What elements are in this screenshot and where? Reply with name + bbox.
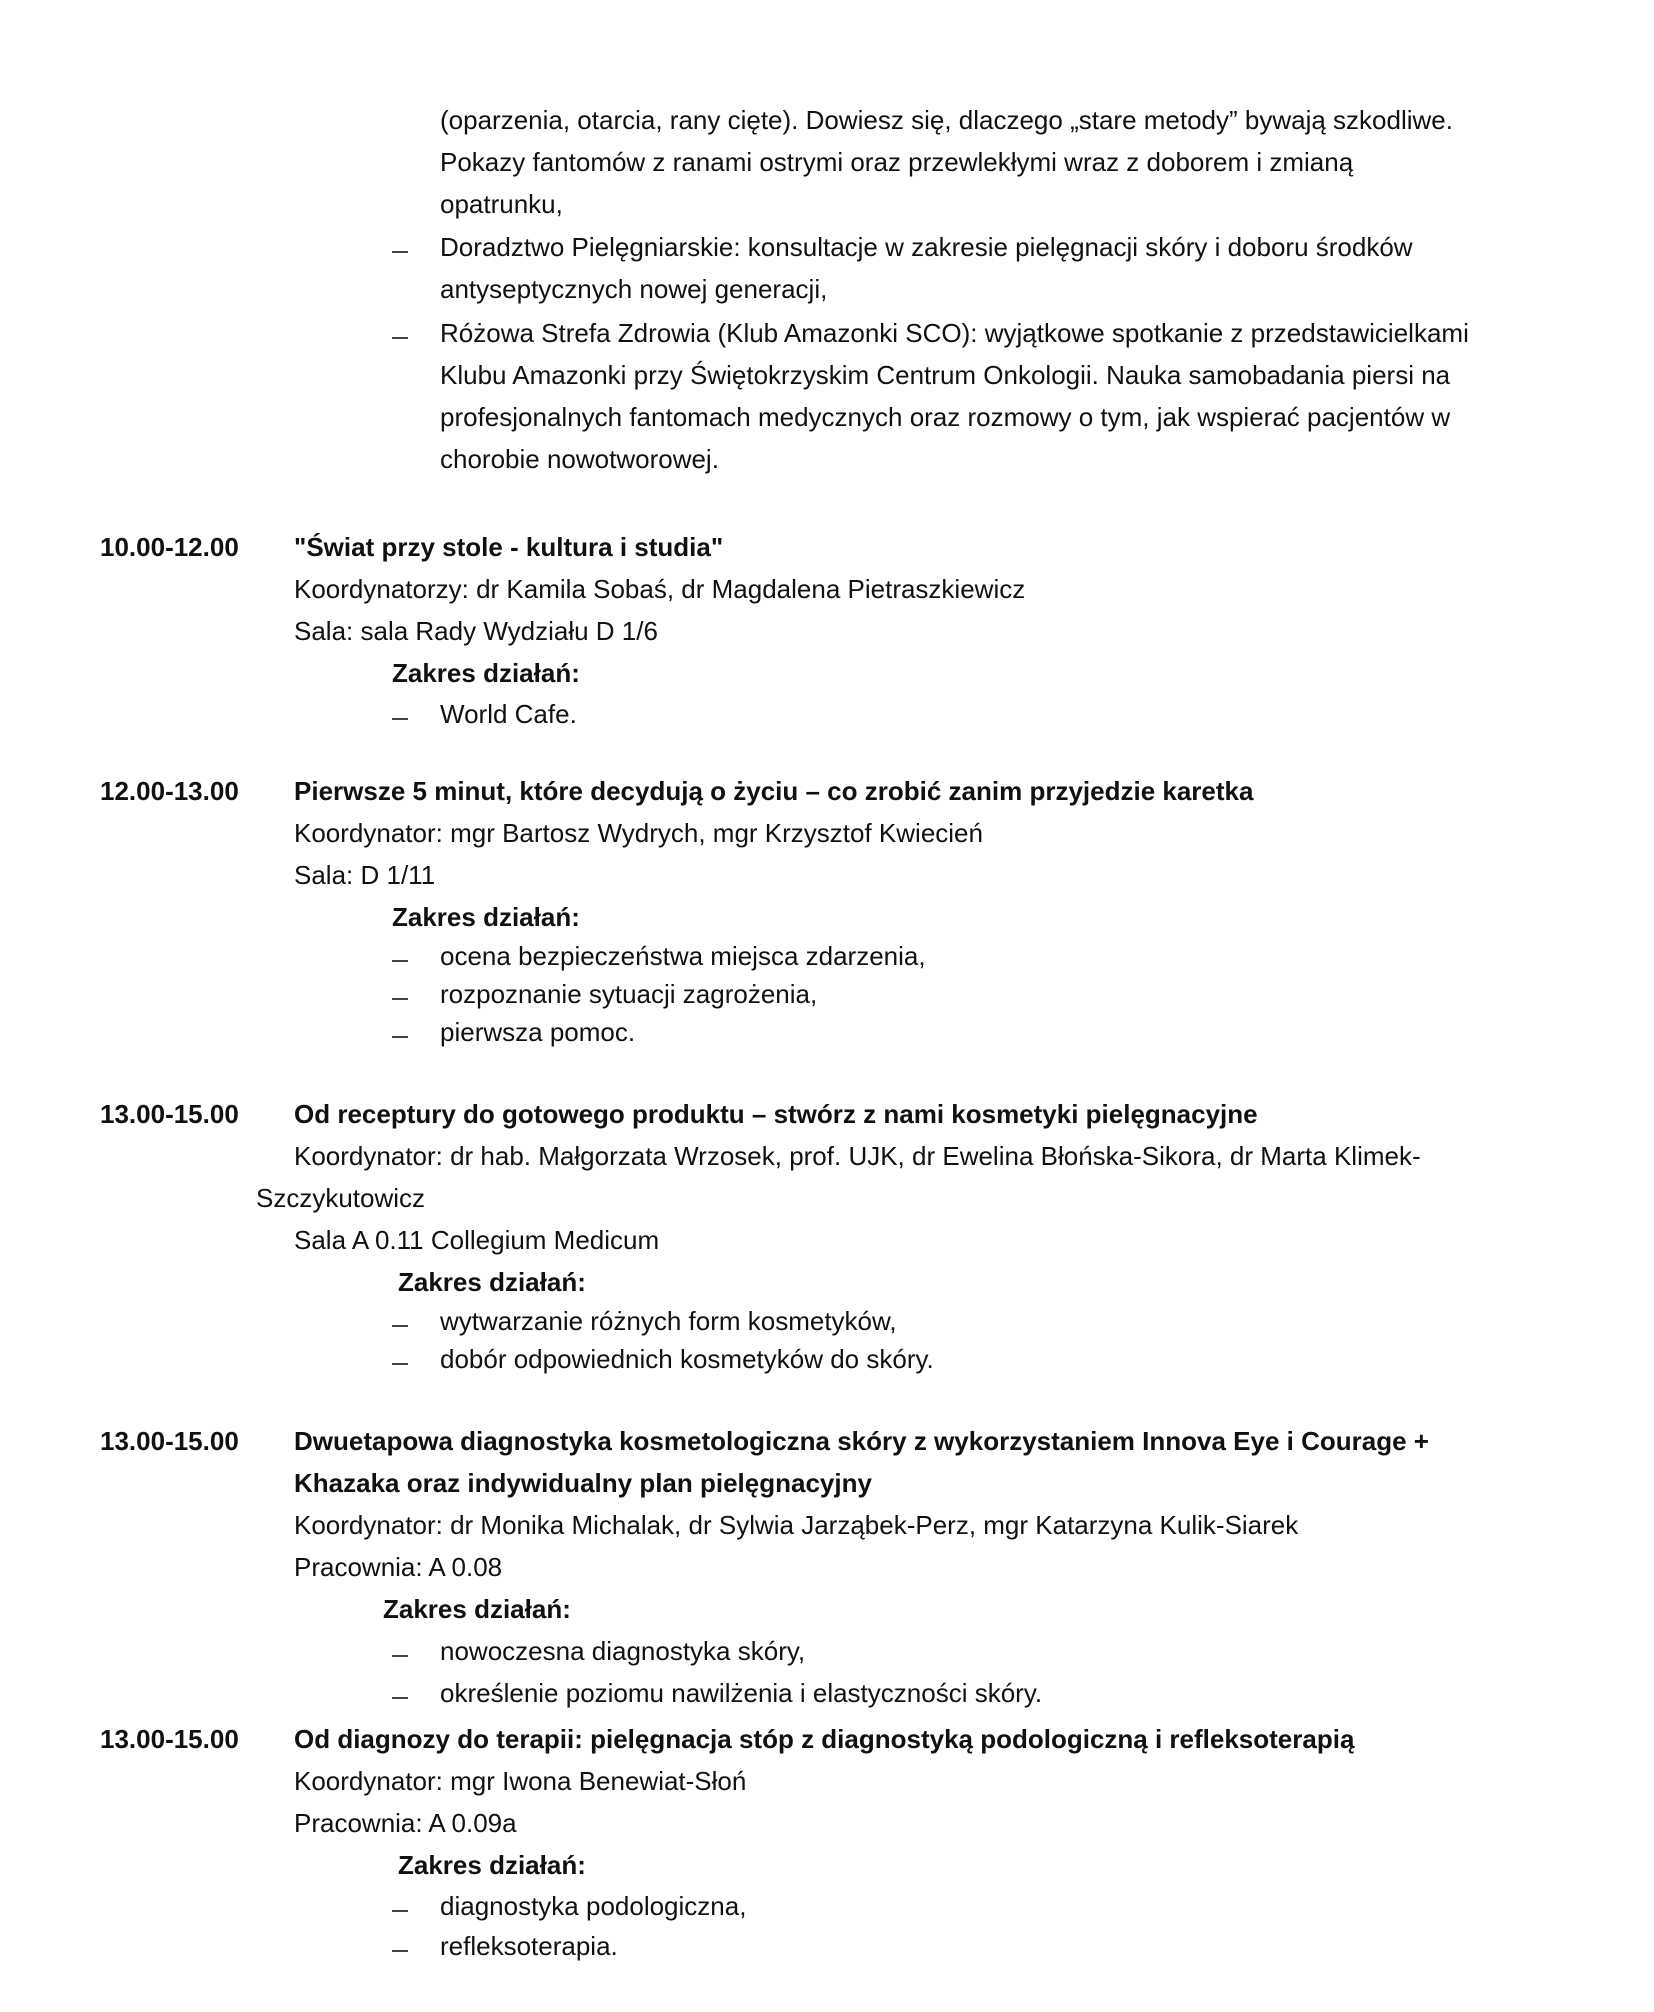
dash-bullet-icon xyxy=(392,337,408,339)
session-time: 12.00-13.00 xyxy=(100,776,239,806)
session-room: Sala: sala Rady Wydziału D 1/6 xyxy=(294,616,658,646)
scope-item: dobór odpowiednich kosmetyków do skóry. xyxy=(440,1344,934,1374)
dash-bullet-icon xyxy=(392,718,408,720)
bullet-line: antyseptycznych nowej generacji, xyxy=(440,274,828,304)
session-title: Od diagnozy do terapii: pielęgnacja stóp z diagnostyką podologiczną i refleksoterapią xyxy=(294,1724,1355,1754)
scope-item: nowoczesna diagnostyka skóry, xyxy=(440,1636,806,1666)
dash-bullet-icon xyxy=(392,1655,408,1657)
session-title: Od receptury do gotowego produktu – stwórz z nami kosmetyki pielęgnacyjne xyxy=(294,1099,1258,1129)
session-coordinator: Koordynator: mgr Iwona Benewiat-Słoń xyxy=(294,1766,747,1796)
session-time: 13.00-15.00 xyxy=(100,1099,239,1129)
scope-label: Zakres działań: xyxy=(398,1850,586,1880)
intro-line: (oparzenia, otarcia, rany cięte). Dowiesz się, dlaczego „stare metody” bywają szkodliwe. xyxy=(440,105,1453,135)
dash-bullet-icon xyxy=(392,1036,408,1038)
session-room: Sala A 0.11 Collegium Medicum xyxy=(294,1225,660,1255)
session-coordinator: Koordynator: dr Monika Michalak, dr Sylwia Jarząbek-Perz, mgr Katarzyna Kulik-Siarek xyxy=(294,1510,1299,1540)
session-time: 13.00-15.00 xyxy=(100,1426,239,1456)
session-time: 10.00-12.00 xyxy=(100,532,239,562)
dash-bullet-icon xyxy=(392,251,408,253)
session-title: Dwuetapowa diagnostyka kosmetologiczna skóry z wykorzystaniem Innova Eye i Courage + xyxy=(294,1426,1429,1456)
session-room: Sala: D 1/11 xyxy=(294,860,436,890)
bullet-line: Klubu Amazonki przy Świętokrzyskim Centrum Onkologii. Nauka samobadania piersi na xyxy=(440,360,1451,390)
session-coordinator: Koordynator: dr hab. Małgorzata Wrzosek, prof. UJK, dr Ewelina Błońska-Sikora, dr Marta Klimek- xyxy=(294,1141,1421,1171)
session-room: Pracownia: A 0.09a xyxy=(294,1808,517,1838)
session-coordinator: Szczykutowicz xyxy=(256,1183,426,1213)
scope-item: diagnostyka podologiczna, xyxy=(440,1891,747,1921)
bullet-line: chorobie nowotworowej. xyxy=(440,444,719,474)
scope-label: Zakres działań: xyxy=(383,1594,571,1624)
intro-line: opatrunku, xyxy=(440,189,563,219)
scope-label: Zakres działań: xyxy=(392,658,580,688)
dash-bullet-icon xyxy=(392,1950,408,1952)
scope-label: Zakres działań: xyxy=(392,902,580,932)
session-coordinator: Koordynator: mgr Bartosz Wydrych, mgr Krzysztof Kwiecień xyxy=(294,818,983,848)
dash-bullet-icon xyxy=(392,1910,408,1912)
bullet-line: profesjonalnych fantomach medycznych oraz rozmowy o tym, jak wspierać pacjentów w xyxy=(440,402,1451,432)
session-title: Khazaka oraz indywidualny plan pielęgnacyjny xyxy=(294,1468,872,1498)
session-room: Pracownia: A 0.08 xyxy=(294,1552,503,1582)
session-coordinator: Koordynatorzy: dr Kamila Sobaś, dr Magdalena Pietraszkiewicz xyxy=(294,574,1026,604)
scope-item: World Cafe. xyxy=(440,699,577,729)
scope-item: rozpoznanie sytuacji zagrożenia, xyxy=(440,979,818,1009)
bullet-line: Różowa Strefa Zdrowia (Klub Amazonki SCO): wyjątkowe spotkanie z przedstawicielkami xyxy=(440,318,1469,348)
dash-bullet-icon xyxy=(392,1697,408,1699)
dash-bullet-icon xyxy=(392,1363,408,1365)
scope-item: wytwarzanie różnych form kosmetyków, xyxy=(440,1306,897,1336)
scope-item: pierwsza pomoc. xyxy=(440,1017,636,1047)
scope-item: określenie poziomu nawilżenia i elastyczności skóry. xyxy=(440,1678,1043,1708)
scope-item: ocena bezpieczeństwa miejsca zdarzenia, xyxy=(440,941,926,971)
scope-label: Zakres działań: xyxy=(398,1267,586,1297)
dash-bullet-icon xyxy=(392,1325,408,1327)
dash-bullet-icon xyxy=(392,960,408,962)
session-title: "Świat przy stole - kultura i studia" xyxy=(294,532,724,562)
dash-bullet-icon xyxy=(392,998,408,1000)
intro-line: Pokazy fantomów z ranami ostrymi oraz przewlekłymi wraz z doborem i zmianą xyxy=(440,147,1354,177)
scope-item: refleksoterapia. xyxy=(440,1931,618,1961)
session-time: 13.00-15.00 xyxy=(100,1724,239,1754)
bullet-line: Doradztwo Pielęgniarskie: konsultacje w zakresie pielęgnacji skóry i doboru środków xyxy=(440,232,1413,262)
session-title: Pierwsze 5 minut, które decydują o życiu – co zrobić zanim przyjedzie karetka xyxy=(294,776,1254,806)
